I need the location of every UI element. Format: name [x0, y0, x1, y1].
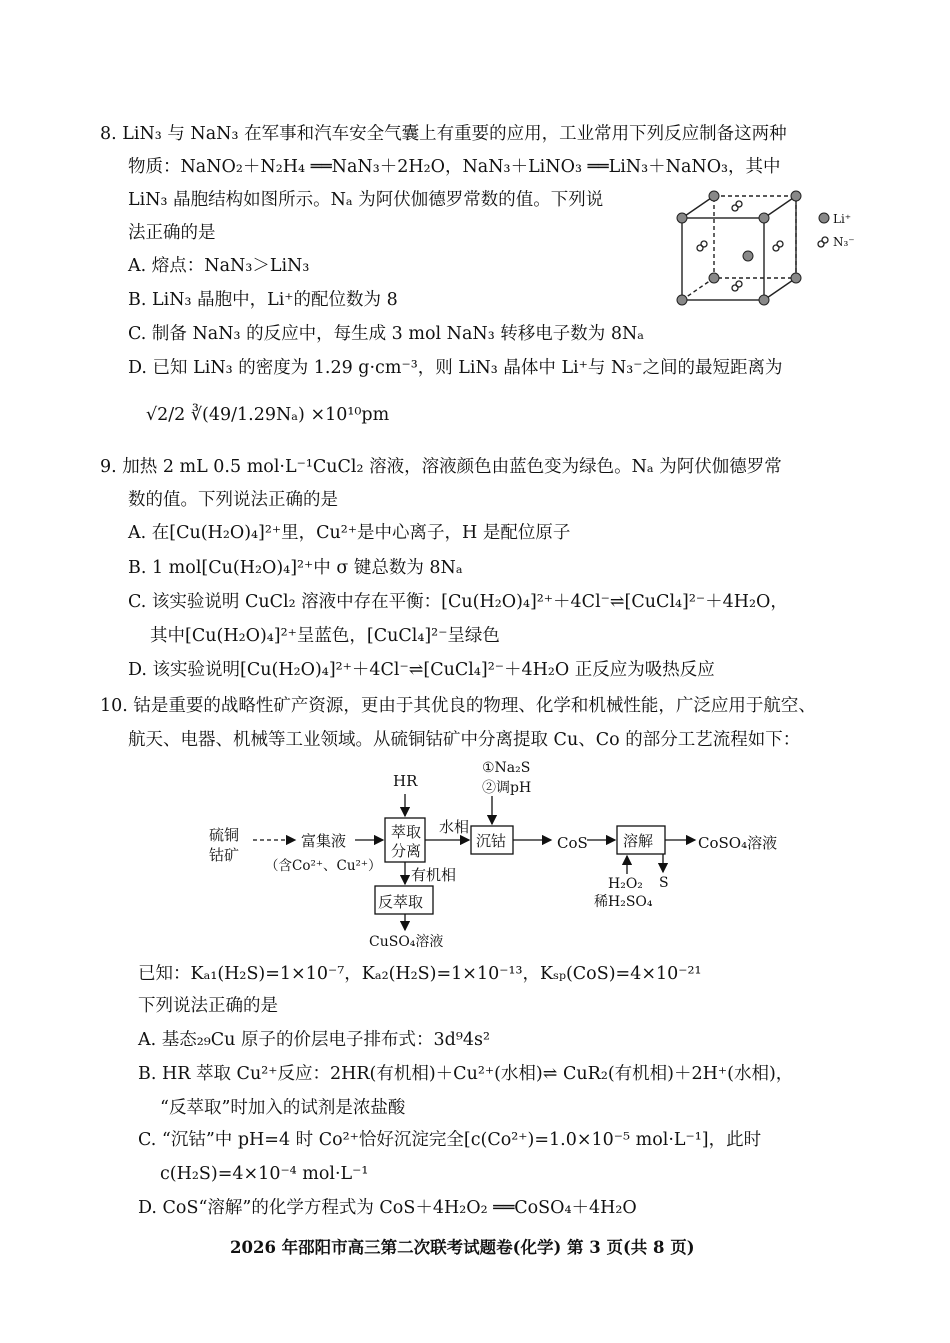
q10-option-a: A. 基态₂₉Cu 原子的价层电子排布式：3d⁹4s² — [138, 1030, 490, 1050]
flow-product: CoSO₄溶液 — [698, 834, 778, 852]
q10-line-1: 10. 钴是重要的战略性矿产资源，更由于其优良的物理、化学和机械性能，广泛应用于航空、 — [100, 696, 816, 716]
q10-line-2: 航天、电器、机械等工业领域。从硫铜钴矿中分离提取 Cu、Co 的部分工艺流程如下： — [128, 730, 801, 750]
q9-line-1: 9. 加热 2 mL 0.5 mol·L⁻¹CuCl₂ 溶液，溶液颜色由蓝色变为绿色。Nₐ 为阿伏伽德罗常 — [100, 457, 782, 477]
legend-li-label: Li⁺ — [833, 212, 852, 226]
q8-option-a: A. 熔点：NaN₃＞LiN₃ — [128, 256, 310, 276]
flow-back: 反萃取 — [378, 893, 424, 911]
process-flow-diagram — [195, 756, 795, 954]
q9-option-c: C. 该实验说明 CuCl₂ 溶液中存在平衡：[Cu(H₂O)₄]²⁺＋4Cl⁻⇌[CuCl₄]²⁻＋4H₂O， — [128, 592, 788, 612]
flow-cos: CoS — [557, 834, 588, 852]
q8-option-c: C. 制备 NaN₃ 的反应中，每生成 3 mol NaN₃ 转移电子数为 8Nₐ — [128, 324, 645, 344]
q8-line-2: 物质：NaNO₂＋N₂H₄ ══NaN₃＋2H₂O，NaN₃＋LiNO₃ ══LiN₃＋NaNO₃，其中 — [128, 157, 781, 177]
q9-line-2: 数的值。下列说法正确的是 — [128, 490, 338, 510]
flow-dilute: 稀H₂SO₄ — [594, 894, 653, 910]
flow-reagent-2: ②调pH — [482, 780, 532, 796]
flow-extract-2: 分离 — [391, 842, 422, 860]
q8-option-d: D. 已知 LiN₃ 的密度为 1.29 g·cm⁻³，则 LiN₃ 晶体中 Li⁺与 N₃⁻之间的最短距离为 — [128, 358, 783, 378]
q10-prompt: 下列说法正确的是 — [138, 996, 278, 1016]
flow-extract-1: 萃取 — [391, 823, 422, 841]
q9-option-b: B. 1 mol[Cu(H₂O)₄]²⁺中 σ 键总数为 8Nₐ — [128, 558, 463, 578]
flow-aqueous: 水相 — [439, 818, 470, 836]
legend-n3-label: N₃⁻ — [833, 235, 855, 249]
li-legend-icon — [819, 213, 829, 223]
flow-s: S — [659, 875, 669, 891]
q9-option-a: A. 在[Cu(H₂O)₄]²⁺里，Cu²⁺是中心离子，H 是配位原子 — [128, 523, 571, 543]
q8-line-3: LiN₃ 晶胞结构如图所示。Nₐ 为阿伏伽德罗常数的值。下列说 — [128, 190, 604, 210]
q10-option-c: C. “沉钴”中 pH=4 时 Co²⁺恰好沉淀完全[c(Co²⁺)=1.0×10⁻⁵ mol·L⁻¹]，此时 — [138, 1130, 762, 1150]
flow-dissolve: 溶解 — [623, 832, 654, 850]
q8-line-4: 法正确的是 — [128, 223, 216, 243]
flow-hr: HR — [393, 772, 418, 790]
n3-legend-icon — [818, 237, 828, 247]
q10-known: 已知：Kₐ₁(H₂S)=1×10⁻⁷，Kₐ₂(H₂S)=1×10⁻¹³，Kₛₚ(CoS)=4×10⁻²¹ — [138, 964, 702, 984]
q10-option-c-cont: c(H₂S)=4×10⁻⁴ mol·L⁻¹ — [160, 1164, 369, 1184]
q9-option-c-cont: 其中[Cu(H₂O)₄]²⁺呈蓝色，[CuCl₄]²⁻呈绿色 — [150, 626, 500, 646]
flow-ore-2: 钴矿 — [209, 846, 240, 864]
flow-precip: 沉钴 — [476, 832, 507, 850]
q10-option-b: B. HR 萃取 Cu²⁺反应：2HR(有机相)＋Cu²⁺(水相)⇌ CuR₂(有机相)＋2H⁺(水相)， — [138, 1064, 794, 1084]
q8-option-b: B. LiN₃ 晶胞中，Li⁺的配位数为 8 — [128, 290, 398, 310]
q10-option-d: D. CoS“溶解”的化学方程式为 CoS＋4H₂O₂ ══CoSO₄＋4H₂O — [138, 1198, 637, 1218]
q9-option-d: D. 该实验说明[Cu(H₂O)₄]²⁺＋4Cl⁻⇌[CuCl₄]²⁻＋4H₂O 正反应为吸热反应 — [128, 660, 715, 680]
q10-option-b-cont: “反萃取”时加入的试剂是浓盐酸 — [160, 1098, 406, 1118]
page-footer: 2026 年邵阳市高三第二次联考试题卷(化学) 第 3 页(共 8 页) — [230, 1238, 695, 1257]
flow-h2o2: H₂O₂ — [608, 876, 643, 892]
flow-organic: 有机相 — [411, 866, 457, 884]
flow-rich-note: （含Co²⁺、Cu²⁺） — [265, 858, 382, 874]
q8-line-1: 8. LiN₃ 与 NaN₃ 在军事和汽车安全气囊上有重要的应用，工业常用下列反应制备这两种 — [100, 124, 787, 144]
q8-option-d-formula: √2/2 ∛(49/1.29Nₐ) ×10¹⁰pm — [146, 405, 390, 425]
lin3-unit-cell-diagram — [668, 188, 868, 310]
flow-ore-1: 硫铜 — [209, 826, 240, 844]
flow-rich: 富集液 — [301, 832, 347, 850]
flow-reagent-1: ①Na₂S — [482, 760, 531, 776]
flow-cuso4: CuSO₄溶液 — [369, 934, 444, 950]
